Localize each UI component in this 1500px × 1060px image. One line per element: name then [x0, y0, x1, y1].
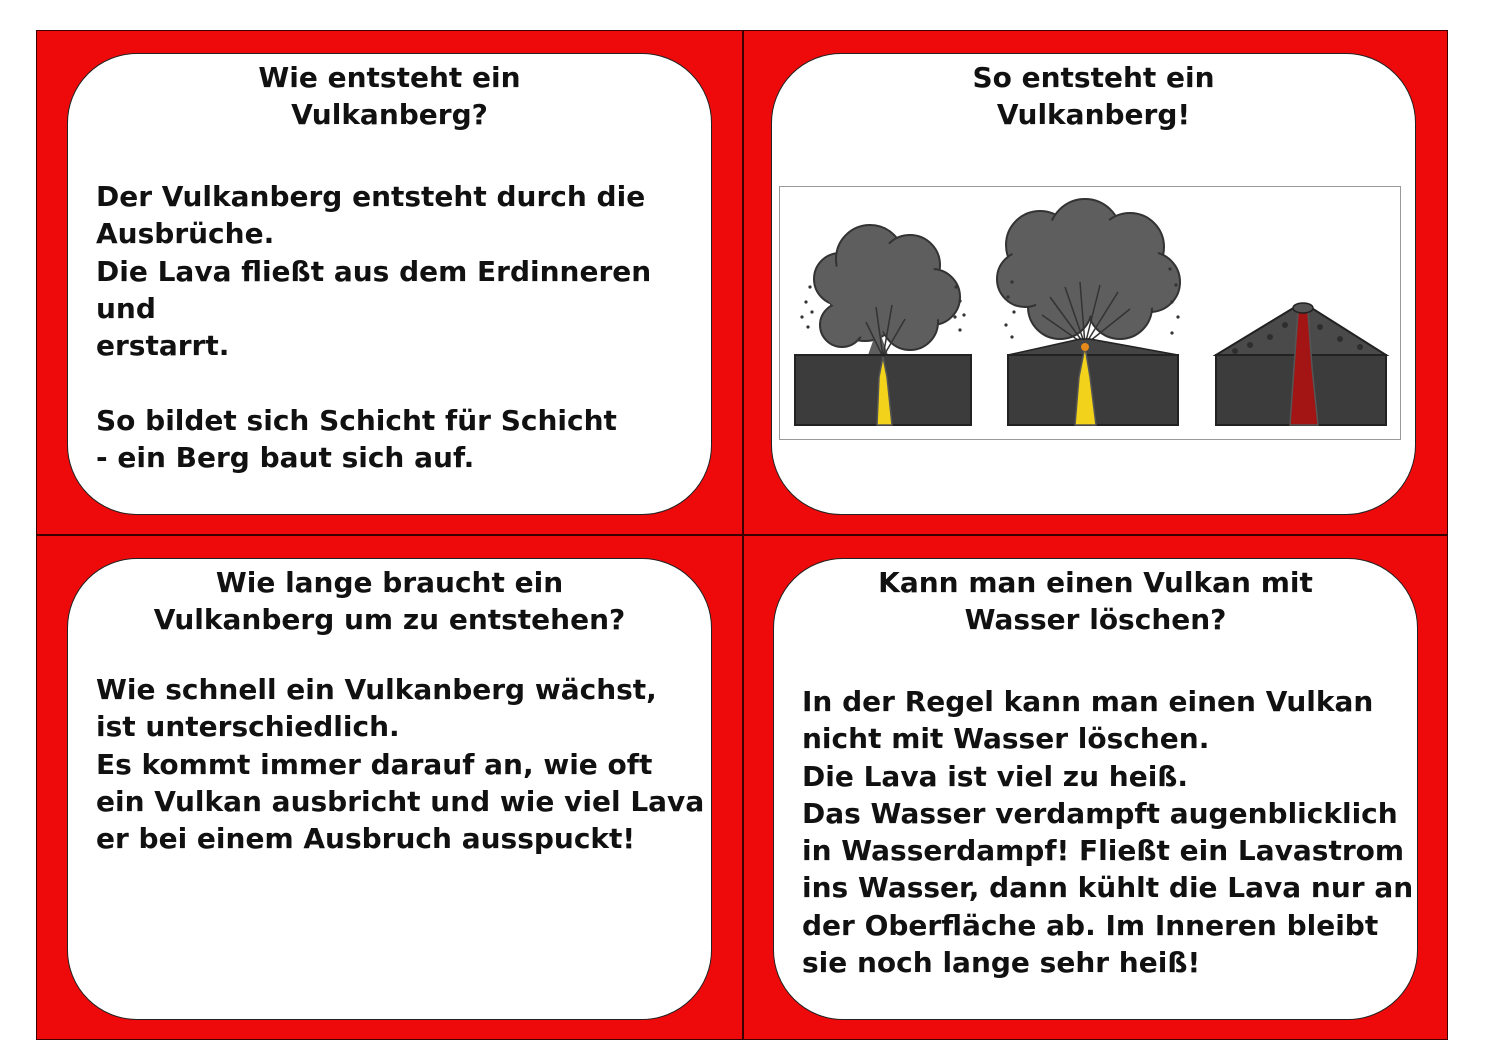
- card-how-long-question: [67, 558, 712, 1020]
- volcano-formation-illustration: [779, 186, 1401, 440]
- card-how-volcano-forms-question: [67, 53, 712, 515]
- volcano-stage-2: [997, 199, 1180, 425]
- volcano-stage-1: [795, 225, 971, 425]
- card-title: Kann man einen Vulkan mit Wasser löschen?: [878, 566, 1313, 636]
- card-body: In der Regel kann man einen Vulkan nicht mit Wasser löschen. Die Lava ist viel zu heiß. Das Wasser verdampft augenblicklich in Wasserdampf! Fließt ein Lavastrom ins Wasser, dann kühlt die Lava nur an der Oberfläche ab. Im Inneren bleibt sie noch lange sehr heiß!: [802, 685, 1414, 980]
- card-body: Wie schnell ein Vulkanberg wächst, ist unterschiedlich. Es kommt immer darauf an, wie oft ein Vulkan ausbricht und wie viel Lava er bei einem Ausbruch ausspuckt!: [96, 673, 705, 856]
- card-title: Wie lange braucht ein Vulkanberg um zu entstehen?: [153, 566, 626, 636]
- horizontal-cut-line: [37, 534, 1447, 536]
- card-extinguish-with-water: [773, 558, 1418, 1020]
- card-how-volcano-forms-answer: [771, 53, 1416, 515]
- volcano-stages-drawing: [780, 187, 1400, 439]
- card-body: Der Vulkanberg entsteht durch die Ausbrüche. Die Lava fließt aus dem Erdinneren und erstarrt. So bildet sich Schicht für Schicht - ein Berg baut sich auf.: [96, 180, 652, 475]
- card-title: So entsteht ein Vulkanberg!: [972, 61, 1215, 131]
- card-title: Wie entsteht ein Vulkanberg?: [258, 61, 521, 131]
- volcano-stage-3: [1216, 303, 1386, 425]
- flashcard-sheet: [36, 30, 1448, 1040]
